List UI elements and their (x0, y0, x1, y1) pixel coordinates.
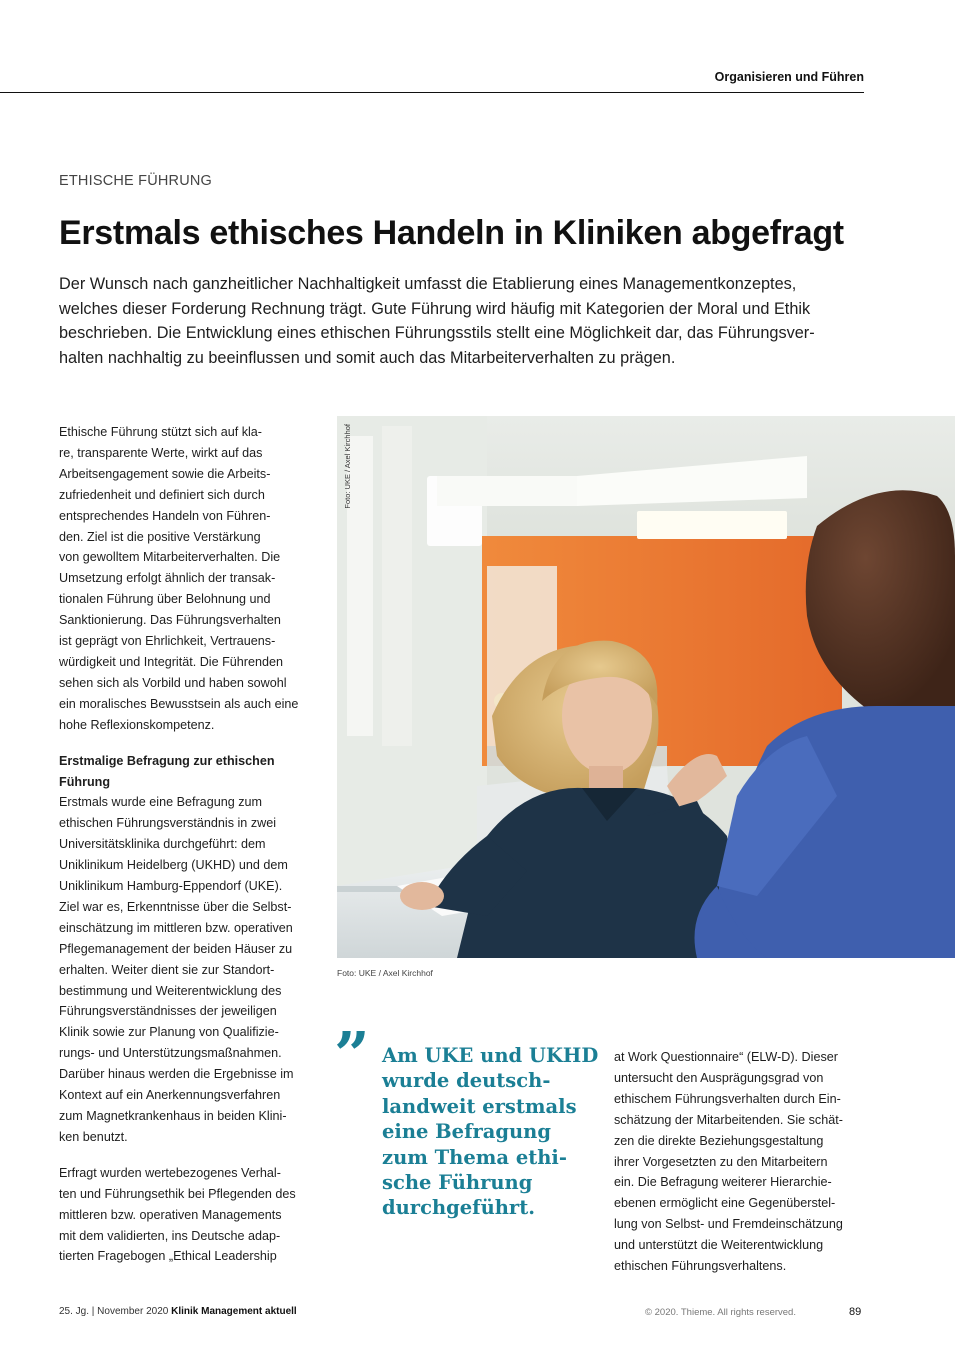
text-line: ist geprägt von Ehrlichkeit, Vertrauens- (59, 634, 276, 649)
text-line: erhalten. Weiter dient sie zur Standort- (59, 962, 275, 977)
text-line: ethischem Führungsverhalten durch Ein- (614, 1091, 841, 1106)
section-header: Organisieren und Führen (714, 70, 864, 84)
body-paragraph (59, 1163, 311, 1268)
lead-line: beschrieben. Die Entwicklung eines ethischen Führungsstils stellt eine Möglichkeit dar, das Führungsver- (59, 324, 815, 342)
text-line: den. Ziel ist die positive Verstärkung (59, 529, 261, 544)
text-line: mit dem validierten, ins Deutsche adap- (59, 1228, 281, 1243)
article-kicker: ETHISCHE FÜHRUNG (59, 173, 213, 189)
text-line: ebenen ermöglicht eine Gegenüberstel- (614, 1196, 836, 1211)
lead-line: welches dieser Forderung Rechnung trägt. Gute Führung wird häufig mit Kategorien der Moral und Ethik (59, 299, 811, 318)
text-line: ethischen Führungsverhaltens. (614, 1259, 787, 1274)
text-line: schätzung der Mitarbeitenden. Sie schät- (614, 1112, 843, 1127)
text-line: zum Magnetkrankenhaus in beiden Klini- (59, 1109, 287, 1123)
pull-quote-line: sche Führung (382, 1171, 533, 1195)
text-line: ken benutzt. (59, 1129, 128, 1144)
lead-line: Der Wunsch nach ganzheitlicher Nachhaltigkeit umfasst die Etablierung eines Managementkonzeptes, (59, 275, 797, 293)
text-line: ein. Die Befragung weiterer Hierarchie- (614, 1175, 832, 1190)
article-photo (337, 416, 955, 958)
article-lead (59, 272, 859, 370)
body-column-left (59, 422, 311, 1282)
text-line: Führungsverständnisses der jeweiligen (59, 1004, 277, 1019)
text-line: ein moralisches Bewusstsein als auch eine (59, 696, 299, 711)
text-line: tierten Fragebogen „Ethical Leadership (59, 1249, 277, 1264)
text-line: Universitätsklinika durchgeführt: dem (59, 837, 266, 852)
text-line: tionalen Führung über Belohnung und (59, 592, 271, 607)
page-number: 89 (849, 1306, 862, 1318)
pull-quote-line: durchgeführt. (382, 1196, 535, 1220)
body-column-right (614, 1047, 866, 1277)
photo-credit: Foto: UKE / Axel Kirchhof (337, 968, 433, 978)
text-line: und unterstützt die Weiterentwicklung (614, 1238, 824, 1253)
footer-issue: 25. Jg. | November 2020 (59, 1306, 169, 1317)
text-line: Sanktionierung. Das Führungsverhalten (59, 613, 281, 628)
text-line: Ethische Führung stützt sich auf kla- (59, 425, 262, 439)
text-line: Kontext auf ein Anerkennungsverfahren (59, 1088, 281, 1103)
section-subheading: Führung (59, 774, 111, 789)
text-line: Umsetzung erfolgt ähnlich der transak- (59, 571, 276, 586)
text-line: Erstmals wurde eine Befragung zum (59, 795, 262, 810)
text-line: Darüber hinaus werden die Ergebnisse im (59, 1067, 294, 1082)
text-line: ihrer Vorgesetzten zu den Mitarbeitern (614, 1154, 828, 1169)
header-rule (0, 92, 864, 93)
pull-quote-line: zum Thema ethi- (382, 1145, 567, 1169)
text-line: untersucht den Ausprägungsgrad von (614, 1070, 824, 1085)
section-subheading: Erstmalige Befragung zur ethischen (59, 753, 275, 768)
pull-quote-line: landweit erstmals (382, 1094, 577, 1118)
text-line: ten und Führungsethik bei Pflegenden des (59, 1186, 296, 1201)
text-line: mittleren bzw. operativen Managements (59, 1207, 282, 1222)
text-line: zen die direkte Beziehungsgestaltung (614, 1133, 824, 1148)
quote-mark-icon: ” (334, 1018, 370, 1091)
pull-quote-line: Am UKE und UKHD (382, 1044, 599, 1067)
footer-copyright: © 2020. Thieme. All rights reserved. (645, 1307, 796, 1318)
text-line: Uniklinikum Heidelberg (UKHD) und dem (59, 858, 288, 873)
lead-line: halten nachhaltig zu beeinflussen und somit auch das Mitarbeiterverhalten zu prägen. (59, 348, 676, 367)
text-line: zufriedenheit und definiert sich durch (59, 487, 265, 502)
text-line: lung von Selbst- und Fremdeinschätzung (614, 1217, 843, 1232)
pull-quote-line: eine Befragung (382, 1120, 551, 1144)
text-line: Erfragt wurden wertebezogenes Verhal- (59, 1165, 281, 1180)
text-line: Uniklinikum Hamburg-Eppendorf (UKE). (59, 879, 283, 894)
text-line: Arbeitsengagement sowie die Arbeits- (59, 466, 271, 481)
footer-issue-info (59, 1306, 297, 1317)
text-line: ethischen Führungsverständnis in zwei (59, 816, 277, 831)
article-title: Erstmals ethisches Handeln in Kliniken abgefragt (59, 214, 844, 252)
pull-quote-line: wurde deutsch- (382, 1069, 551, 1093)
text-line: re, transparente Werte, wirkt auf das (59, 445, 263, 460)
body-paragraph (59, 422, 311, 736)
text-line: Klinik sowie zur Planung von Qualifizie- (59, 1025, 279, 1040)
text-line: entsprechendes Handeln von Führen- (59, 508, 271, 523)
footer-magazine: Klinik Management aktuell (171, 1306, 297, 1317)
text-line: einschätzung im mittleren bzw. operativen (59, 920, 293, 935)
pull-quote (382, 1043, 597, 1221)
photo-credit-vertical: Foto: UKE / Axel Kirchhof (343, 424, 352, 509)
text-line: bestimmung und Weiterentwicklung des (59, 983, 282, 998)
text-line: sehen sich als Vorbild und haben sowohl (59, 675, 287, 690)
text-line: Pflegemanagement der beiden Häuser zu (59, 941, 293, 956)
text-line: at Work Questionnaire“ (ELW-D). Dieser (614, 1050, 838, 1064)
text-line: hohe Reflexionskompetenz. (59, 717, 215, 732)
body-paragraph (59, 751, 311, 1148)
text-line: von gewolltem Mitarbeiterverhalten. Die (59, 550, 281, 565)
text-line: Ziel war es, Erkenntnisse über die Selbst- (59, 899, 292, 914)
text-line: rungs- und Unterstützungsmaßnahmen. (59, 1046, 282, 1061)
text-line: würdigkeit und Integrität. Die Führenden (59, 654, 284, 669)
